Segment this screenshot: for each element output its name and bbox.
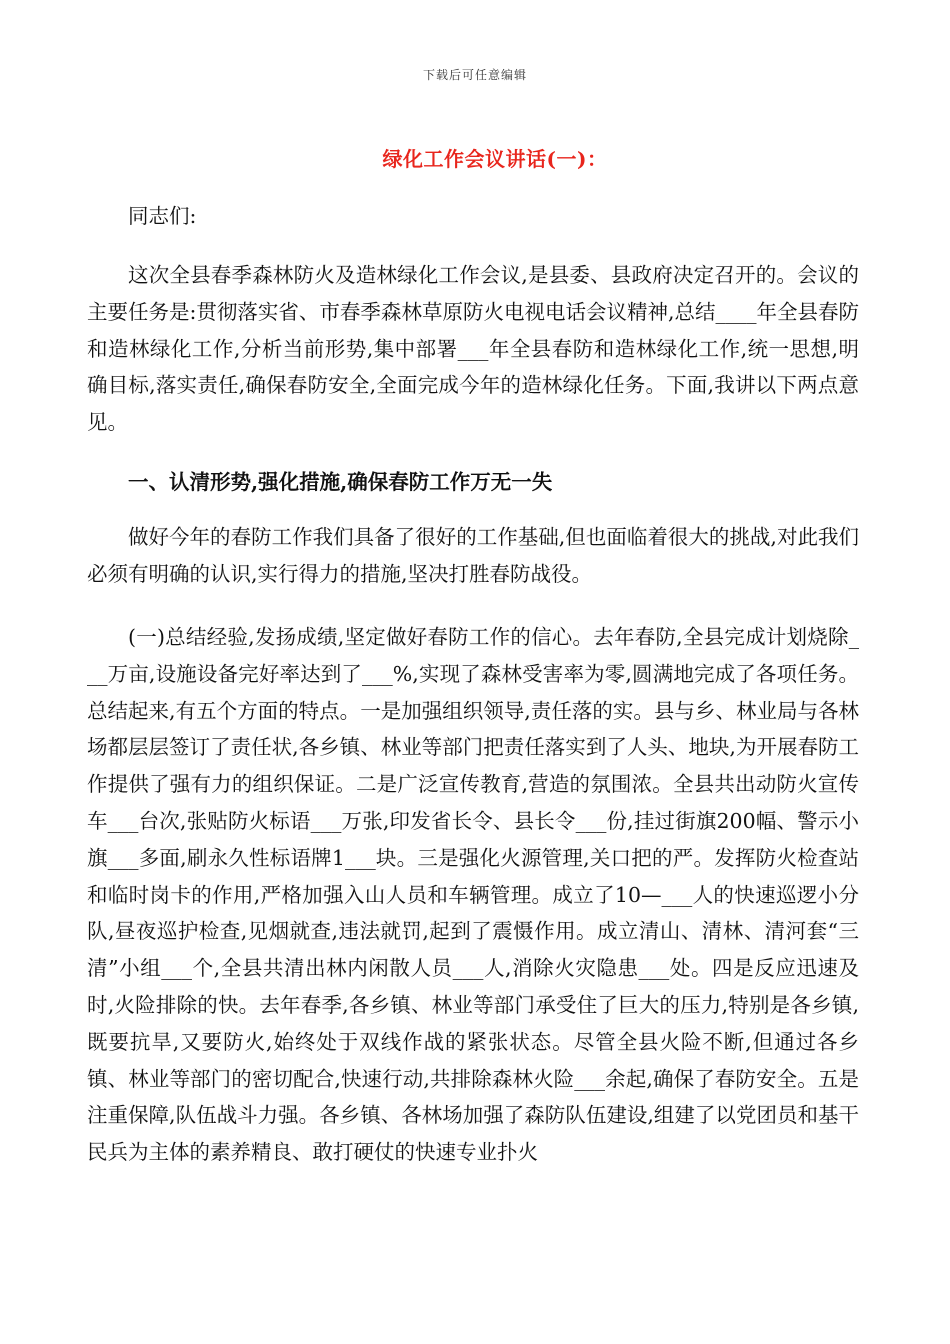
header-note: 下载后可任意编辑 <box>422 68 527 82</box>
document-title: 绿化工作会议讲话(一)： <box>382 147 608 171</box>
section-one-paragraph-1: 做好今年的春防工作我们具备了很好的工作基础,但也面临着很大的挑战,对此我们必须有明确的认识,实行得力的措施,坚决打胜春防战役。 <box>87 525 859 586</box>
salutation: 同志们: <box>128 204 197 228</box>
section-one-paragraph-2: (一)总结经验,发扬成绩,坚定做好春防工作的信心。去年春防,全县完成计划烧除___万亩,设施设备完好率达到了___%,实现了森林受害率为零,圆满地完成了各项任务。总结起来,有五个方面的特点。一是加强组织领导,责任落的实。县与乡、林业局与各林场都层层签订了责任状,各乡镇、林业等部门把责任落实到了人头、地块,为开展春防工作提供了强有力的组织保证。二是广泛宣传教育,营造的氛围浓。全县共出动防火宣传车___台次,张贴防火标语___万张,印发省长令、县长令___份,挂过街旗200幅、警示小旗___多面,刷永久性标语牌1___块。三是强化火源管理,关口把的严。发挥防火检查站和临时岗卡的作用,严格加强入山人员和车辆管理。成立了10—___人的快速巡逻小分队,昼夜巡护检查,见烟就查,违法就罚,起到了震慑作用。成立清山、清林、清河套“三清”小组___个,全县共清出林内闲散人员___人,消除火灾隐患___处。四是反应迅速及时,火险排除的快。去年春季,各乡镇、林业等部门承受住了巨大的压力,特别是各乡镇,既要抗旱,又要防火,始终处于双线作战的紧张状态。尽管全县火险不断,但通过各乡镇、林业等部门的密切配合,快速行动,共排除森林火险___余起,确保了春防安全。五是注重保障,队伍战斗力强。各乡镇、各林场加强了森防队伍建设,组建了以党团员和基干民兵为主体的素养精良、敢打硬仗的快速专业扑火 <box>87 625 859 1165</box>
intro-paragraph: 这次全县春季森林防火及造林绿化工作会议,是县委、县政府决定召开的。会议的主要任务是:贯彻落实省、市春季森林草原防火电视电话会议精神,总结____年全县春防和造林绿化工作,分析当前形势,集中部署___年全县春防和造林绿化工作,统一思想,明确目标,落实责任,确保春防安全,全面完成今年的造林绿化任务。下面,我讲以下两点意见。 <box>87 263 859 435</box>
section-one-heading: 一、认清形势,强化措施,确保春防工作万无一失 <box>128 470 553 494</box>
